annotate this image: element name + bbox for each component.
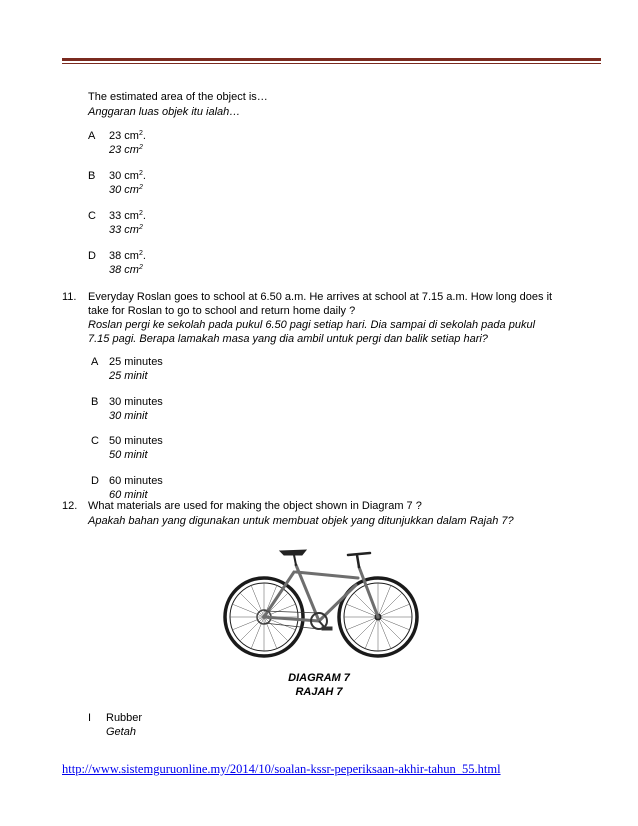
q11-ms-line1: Roslan pergi ke sekolah pada pukul 6.50 pagi setiap hari. Dia sampai di sekolah pada pukul [88, 319, 536, 331]
q10-option-a-ms: 23 $cm^2$ [109, 144, 143, 156]
q11-option-d-en: 60 minutes [109, 475, 163, 487]
q11-ms-line2: 7.15 pagi. Berapa lamakah masa yang dia ambil untuk pergi dan balik setiap hari? [88, 333, 488, 345]
q12-item-ms: Getah [106, 726, 136, 738]
q10-option-d-letter: D [88, 250, 96, 262]
q11-option-b-en: 30 minutes [109, 396, 163, 408]
q11-option-d-letter: D [91, 475, 99, 487]
q10-option-b-en: 30 $cm^2$. [109, 170, 146, 182]
q11-option-c-ms: 50 minit [109, 449, 148, 461]
q11-number: 11. [62, 291, 77, 303]
q10-option-c-en: 33 $cm^2$. [109, 210, 146, 222]
q10-option-c-ms: 33 $cm^2$ [109, 224, 143, 236]
q10-option-b-ms: 30 $cm^2$ [109, 184, 143, 196]
footer-link[interactable]: http://www.sistemguruonline.my/2014/10/soalan-kssr-peperiksaan-akhir-tahun_55.html [62, 762, 501, 776]
q11-en-line2: take for Roslan to go to school and return home daily ? [88, 305, 356, 317]
q12-en: What materials are used for making the object shown in Diagram 7 ? [88, 500, 422, 512]
q12-item-en: Rubber [106, 712, 143, 724]
q11-option-d-ms: 60 minit [109, 489, 148, 501]
header-rule [62, 58, 601, 61]
q10-option-d-en: 38 $cm^2$. [109, 250, 146, 262]
q11-en-line1: Everyday Roslan goes to school at 6.50 a.m. He arrives at school at 7.15 a.m. How long does it [88, 291, 553, 303]
q11-option-c-letter: C [91, 435, 99, 447]
q10-option-b-letter: B [88, 170, 96, 182]
bicycle-icon [222, 545, 420, 663]
q11-option-a-ms: 25 minit [109, 370, 148, 382]
q10-option-c-letter: C [88, 210, 96, 222]
q10-stem-en: The estimated area of the object is… [88, 91, 268, 103]
q12-item-numeral: I [88, 712, 92, 724]
q11-option-b-letter: B [91, 396, 99, 408]
q10-option-d-ms: 38 $cm^2$ [109, 264, 143, 276]
diagram-caption-ms: RAJAH 7 [295, 686, 343, 698]
seat-and-bars [280, 550, 370, 567]
q10-option-a-letter: A [88, 130, 96, 142]
q12-ms: Apakah bahan yang digunakan untuk membuat objek yang ditunjukkan dalam Rajah 7? [88, 515, 514, 527]
q11-option-a-en: 25 minutes [109, 356, 163, 368]
q11-option-a-letter: A [91, 356, 99, 368]
header-rule-thin [62, 63, 601, 64]
q10-stem-ms: Anggaran luas objek itu ialah… [88, 106, 241, 118]
q10-option-a-en: 23 $cm^2$. [109, 130, 146, 142]
q11-option-c-en: 50 minutes [109, 435, 163, 447]
q12-number: 12. [62, 500, 78, 512]
q11-option-b-ms: 30 minit [109, 410, 148, 422]
diagram-caption-en: DIAGRAM 7 [288, 672, 350, 684]
